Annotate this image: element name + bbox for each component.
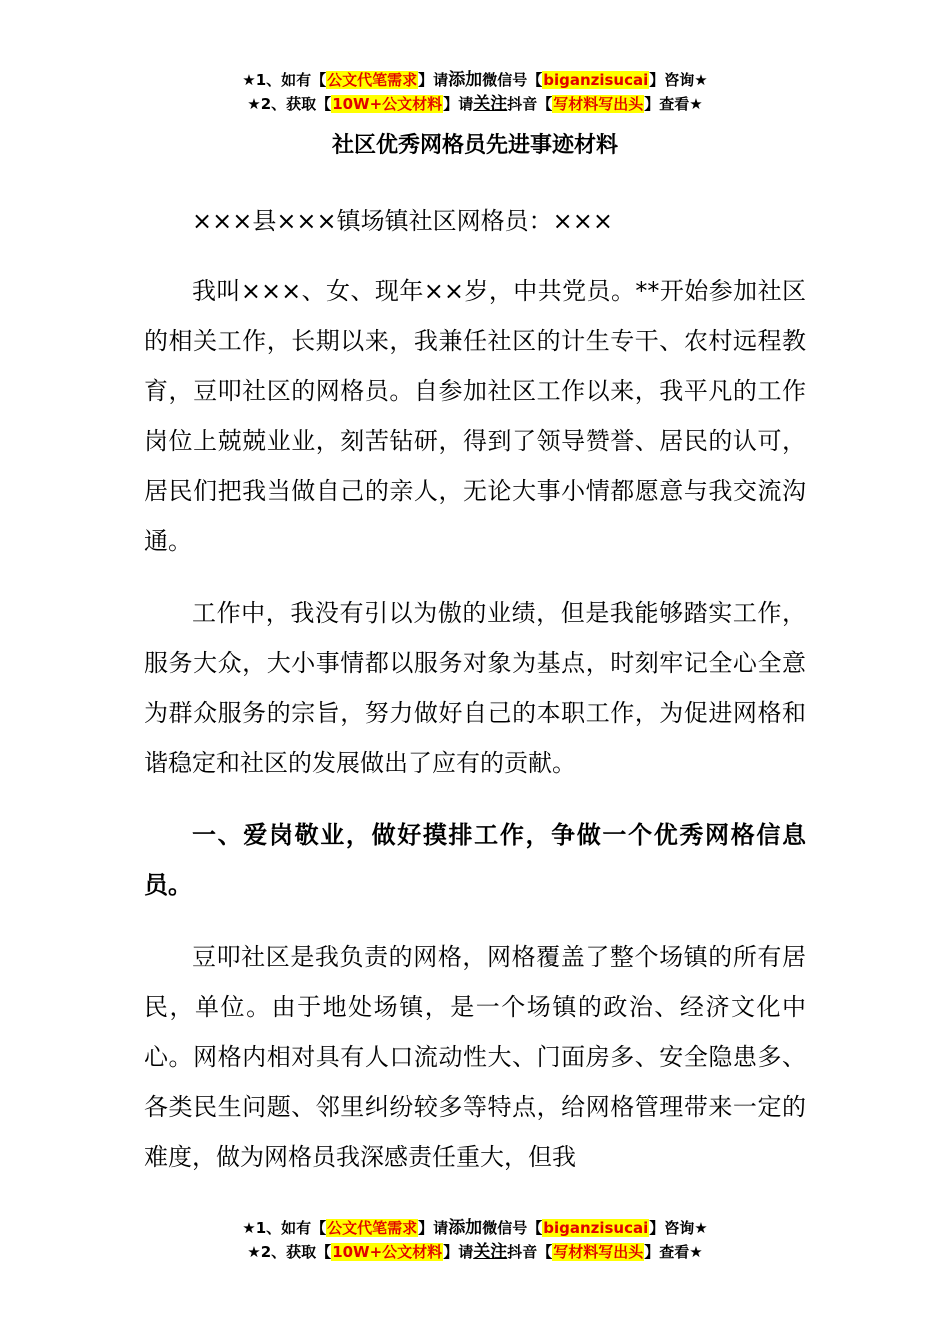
banner-line-2 <box>0 92 950 116</box>
banner-text: 】咨询★ <box>649 1219 708 1237</box>
banner-text: 微信号【 <box>482 71 543 89</box>
paragraph-work: 工作中，我没有引以为傲的业绩，但是我能够踏实工作，服务大众，大小事情都以服务对象为基点，时刻牢记全心全意为群众服务的宗旨，努力做好自己的本职工作，为促进网格和谐稳定和社区的发展做出了应有的贡献。 <box>144 599 806 777</box>
author-line: ×××县×××镇场镇社区网格员：××× <box>192 207 613 235</box>
banner-text: 】查看★ <box>644 95 703 113</box>
emphasis-follow: 关注 <box>473 94 508 114</box>
banner-text: 抖音【 <box>507 95 553 113</box>
document-body <box>144 196 806 1204</box>
highlight-service: 公文代笔需求 <box>327 1219 418 1237</box>
banner-text: 】请 <box>418 1219 449 1237</box>
banner-text: ★1、如有【 <box>242 1219 327 1237</box>
banner-text: ★2、获取【 <box>247 95 332 113</box>
highlight-wechat-id: biganzisucai <box>543 71 649 89</box>
section-heading-1: 一、爱岗敬业，做好摸排工作，争做一个优秀网格信息员。 <box>144 821 806 899</box>
highlight-douyin: 写材料写出头 <box>553 1243 644 1261</box>
highlight-materials: 10W+公文材料 <box>332 95 443 113</box>
footer-banner <box>0 1216 950 1264</box>
banner-line-1 <box>0 68 950 92</box>
highlight-douyin: 写材料写出头 <box>553 95 644 113</box>
banner-text: 】咨询★ <box>649 71 708 89</box>
highlight-materials: 10W+公文材料 <box>332 1243 443 1261</box>
emphasis-add: 添加 <box>448 70 483 90</box>
header-banner <box>0 68 950 116</box>
banner-line-1 <box>0 1216 950 1240</box>
banner-text: 】请 <box>443 1243 474 1261</box>
document-title: 社区优秀网格员先进事迹材料 <box>331 133 618 158</box>
emphasis-add: 添加 <box>448 1218 483 1238</box>
banner-text: 微信号【 <box>482 1219 543 1237</box>
banner-text: 】请 <box>418 71 449 89</box>
paragraph-intro: 我叫×××、女、现年××岁，中共党员。**开始参加社区的相关工作，长期以来，我兼任社区的计生专干、农村远程教育，豆叩社区的网格员。自参加社区工作以来，我平凡的工作岗位上兢兢业业，刻苦钻研，得到了领导赞誉、居民的认可，居民们把我当做自己的亲人，无论大事小情都愿意与我交流沟通。 <box>144 277 806 555</box>
banner-text: 】查看★ <box>644 1243 703 1261</box>
highlight-service: 公文代笔需求 <box>327 71 418 89</box>
banner-text: ★1、如有【 <box>242 71 327 89</box>
banner-line-2 <box>0 1240 950 1264</box>
banner-text: ★2、获取【 <box>247 1243 332 1261</box>
paragraph-section-1: 豆叩社区是我负责的网格，网格覆盖了整个场镇的所有居民，单位。由于地处场镇，是一个场镇的政治、经济文化中心。网格内相对具有人口流动性大、门面房多、安全隐患多、各类民生问题、邻里纠纷较多等特点，给网格管理带来一定的难度，做为网格员我深感责任重大，但我 <box>144 943 806 1171</box>
highlight-wechat-id: biganzisucai <box>543 1219 649 1237</box>
banner-text: 】请 <box>443 95 474 113</box>
emphasis-follow: 关注 <box>473 1242 508 1262</box>
banner-text: 抖音【 <box>507 1243 553 1261</box>
